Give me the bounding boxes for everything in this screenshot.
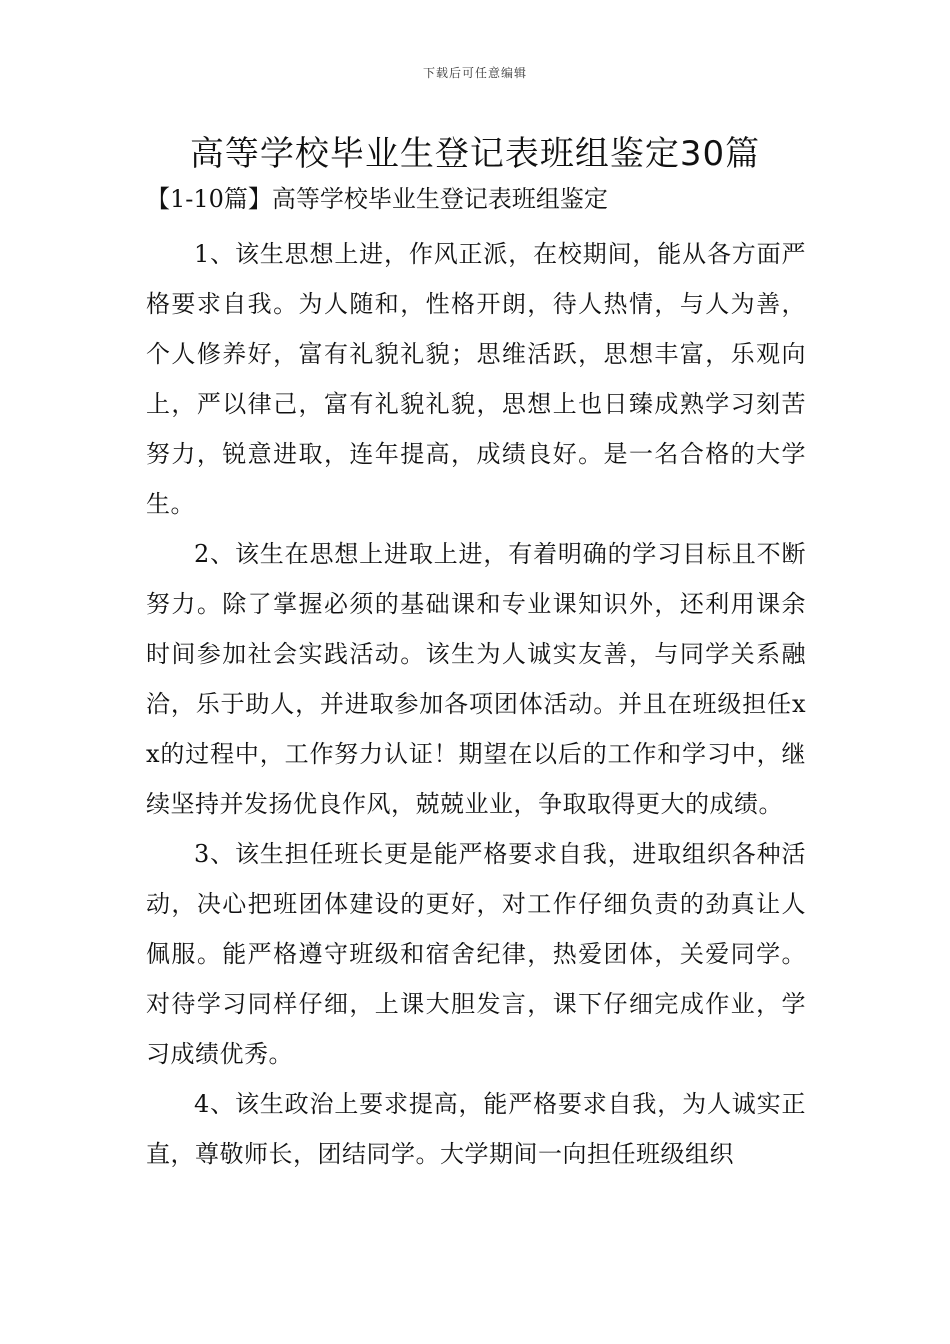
page-title: 高等学校毕业生登记表班组鉴定30篇 bbox=[189, 134, 761, 174]
paragraph-3: 3、该生担任班长更是能严格要求自我，进取组织各种活动，决心把班团体建设的更好，对工作仔细负责的劲真让人佩服。能严格遵守班级和宿舍纪律，热爱团体，关爱同学。对待学习同样仔细，上课大胆发言，课下仔细完成作业，学习成绩优秀。 bbox=[146, 840, 806, 1068]
section-heading: 【1-10篇】高等学校毕业生登记表班组鉴定 bbox=[146, 185, 608, 213]
header-note: 下载后可任意编辑 bbox=[422, 66, 527, 80]
paragraph-4: 4、该生政治上要求提高，能严格要求自我，为人诚实正直，尊敬师长，团结同学。大学期间一向担任班级组织 bbox=[146, 1090, 806, 1168]
paragraph-1: 1、该生思想上进，作风正派，在校期间，能从各方面严格要求自我。为人随和，性格开朗，待人热情，与人为善，个人修养好，富有礼貌礼貌；思维活跃，思想丰富，乐观向上，严以律己，富有礼貌礼貌，思想上也日臻成熟学习刻苦努力，锐意进取，连年提高，成绩良好。是一名合格的大学生。 bbox=[146, 240, 806, 518]
document-body bbox=[146, 229, 806, 1179]
paragraph-2: 2、该生在思想上进取上进，有着明确的学习目标且不断努力。除了掌握必须的基础课和专业课知识外，还利用课余时间参加社会实践活动。该生为人诚实友善，与同学关系融洽，乐于助人，并进取参加各项团体活动。并且在班级担任xx的过程中，工作努力认证！期望在以后的工作和学习中，继续坚持并发扬优良作风，兢兢业业，争取取得更大的成绩。 bbox=[146, 540, 806, 818]
